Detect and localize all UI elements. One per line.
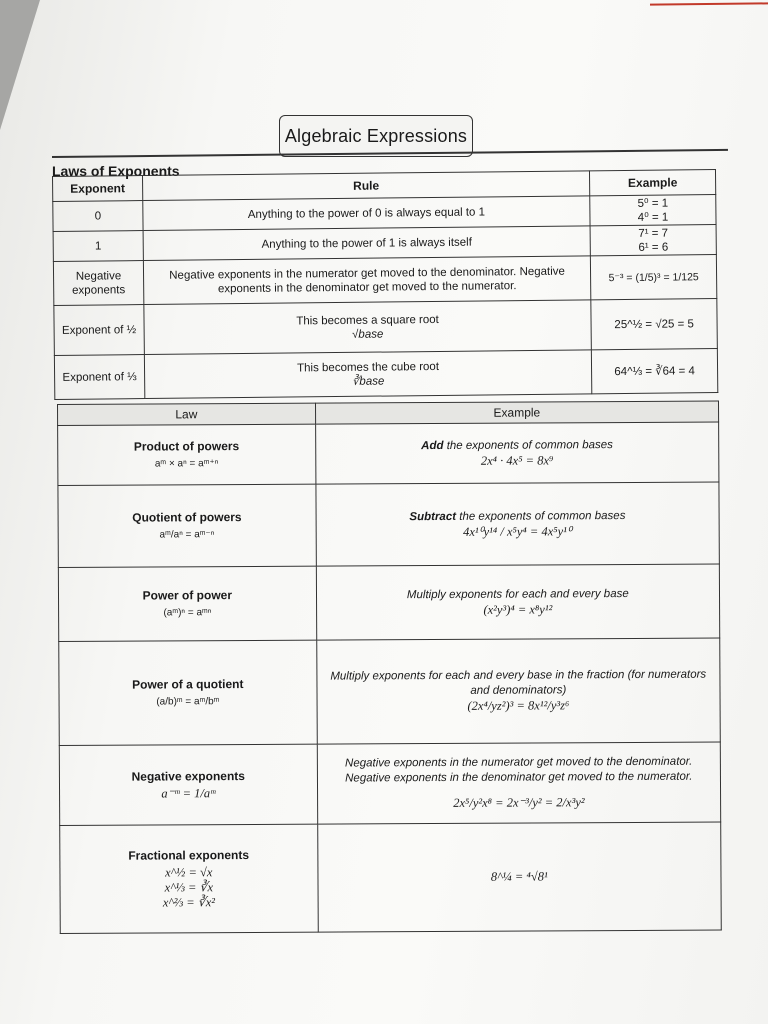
example-formula: 2x⁴ · 4x⁵ = 8x⁹ bbox=[480, 452, 554, 468]
law-formula: x^½ = √x bbox=[165, 864, 213, 879]
example-line: 5⁻³ = (1/5)³ = 1/125 bbox=[608, 270, 699, 284]
law-cell bbox=[59, 744, 317, 825]
law-name: Negative exponents bbox=[131, 768, 245, 784]
lead-keyword: Add bbox=[421, 439, 444, 452]
rule-cell bbox=[144, 350, 592, 399]
exponents-table bbox=[52, 169, 718, 400]
example-cell bbox=[317, 742, 721, 824]
column-header: Rule bbox=[142, 171, 589, 201]
example-line: 5⁰ = 1 bbox=[637, 197, 669, 210]
example-cell bbox=[590, 195, 716, 226]
lead-text: the exponents of common bases bbox=[443, 438, 613, 452]
laws-table bbox=[57, 401, 722, 934]
example-line: 25^½ = √25 = 5 bbox=[614, 317, 694, 331]
law-formula: x^⅔ = ∛x² bbox=[162, 894, 216, 909]
red-edge-mark bbox=[650, 2, 768, 5]
example-line: 4⁰ = 1 bbox=[637, 211, 669, 224]
example-cell bbox=[317, 822, 721, 932]
example-cell bbox=[316, 564, 720, 640]
table-row bbox=[58, 564, 719, 641]
law-name: Fractional exponents bbox=[128, 847, 250, 863]
law-name: Power of power bbox=[142, 587, 233, 603]
exponent-cell: Exponent of ½ bbox=[54, 305, 144, 356]
rule-formula: √base bbox=[352, 328, 384, 341]
example-formula: 8^¼ = ⁴√8¹ bbox=[490, 869, 548, 884]
law-formula: a⁻ᵐ = 1/aᵐ bbox=[161, 785, 216, 800]
example-cell bbox=[590, 255, 716, 300]
example-cell bbox=[590, 225, 716, 256]
exponent-cell: Exponent of ⅓ bbox=[54, 355, 144, 400]
table-row bbox=[58, 422, 719, 485]
law-cell bbox=[58, 424, 316, 485]
column-header: Exponent bbox=[53, 176, 143, 202]
exponent-cell: 1 bbox=[53, 231, 143, 262]
table-row bbox=[58, 482, 719, 567]
law-name: Quotient of powers bbox=[132, 509, 242, 525]
example-line: 7¹ = 7 bbox=[638, 227, 669, 240]
column-header: Example bbox=[315, 401, 718, 424]
law-name: Power of a quotient bbox=[132, 676, 244, 692]
example-cell bbox=[591, 299, 717, 350]
example-formula: 4x¹⁰y¹⁴ / x⁵y⁴ = 4x⁵y¹⁰ bbox=[463, 523, 572, 539]
example-formula: (x²y³)⁴ = x⁸y¹² bbox=[483, 601, 553, 617]
rule-cell: Anything to the power of 1 is always itself bbox=[143, 226, 590, 261]
exponent-cell: 0 bbox=[53, 201, 143, 232]
law-formula: aᵐ/aⁿ = aᵐ⁻ⁿ bbox=[159, 528, 215, 540]
example-cell bbox=[316, 482, 720, 566]
lead-keyword: Subtract bbox=[409, 510, 457, 523]
rule-cell: Anything to the power of 0 is always equal to 1 bbox=[143, 196, 590, 231]
column-header: Law bbox=[58, 403, 316, 425]
section-label: Laws of Exponents bbox=[52, 163, 180, 179]
law-formula: (a/b)ᵐ = aᵐ/bᵐ bbox=[156, 695, 220, 707]
rule-text: This becomes the cube root bbox=[297, 360, 440, 374]
law-formula: aᵐ × aⁿ = aᵐ⁺ⁿ bbox=[154, 457, 219, 469]
example-line: 64^⅓ = ∛64 = 4 bbox=[614, 364, 695, 378]
rule-cell: Negative exponents in the numerator get moved to the denominator. Negative exponents in the denominator get moved to the numerator. bbox=[143, 256, 591, 305]
exponent-cell: Negative exponents bbox=[53, 261, 143, 306]
table-row bbox=[53, 255, 716, 306]
lead-text: Multiply exponents for each and every base in the fraction (for numerators and denominators) bbox=[330, 668, 707, 697]
law-cell bbox=[58, 484, 316, 567]
law-name: Product of powers bbox=[133, 438, 240, 454]
table-row bbox=[54, 299, 717, 356]
example-cell bbox=[316, 638, 720, 744]
table-row bbox=[60, 822, 722, 933]
folded-corner bbox=[0, 0, 40, 130]
rule-cell bbox=[144, 300, 592, 355]
example-cell bbox=[591, 349, 717, 394]
law-cell bbox=[60, 824, 318, 933]
rule-text: This becomes a square root bbox=[296, 313, 439, 327]
example-formula: 2x⁵/y²x⁸ = 2x⁻³/y² = 2/x³y² bbox=[453, 795, 585, 810]
example-formula: (2x⁴/yz²)³ = 8x¹²/y³z⁶ bbox=[467, 698, 570, 713]
page-title: Algebraic Expressions bbox=[279, 115, 473, 157]
rule-formula: ∛base bbox=[351, 375, 385, 388]
law-formula: x^⅓ = ∛x bbox=[164, 879, 214, 894]
column-header: Example bbox=[590, 170, 716, 196]
table-row bbox=[59, 742, 720, 825]
table-row bbox=[54, 349, 717, 400]
law-cell bbox=[58, 566, 316, 641]
example-cell bbox=[315, 422, 719, 484]
table-row bbox=[59, 638, 721, 745]
lead-text: Multiply exponents for each and every base bbox=[406, 587, 629, 601]
law-cell bbox=[59, 640, 317, 745]
lead-text: Negative exponents in the numerator get moved to the denominator. Negative exponents in the denominator get moved to the numerator. bbox=[344, 755, 693, 785]
example-line: 6¹ = 6 bbox=[638, 241, 669, 254]
law-formula: (aᵐ)ⁿ = aᵐⁿ bbox=[163, 606, 212, 618]
lead-text: the exponents of common bases bbox=[456, 509, 626, 523]
